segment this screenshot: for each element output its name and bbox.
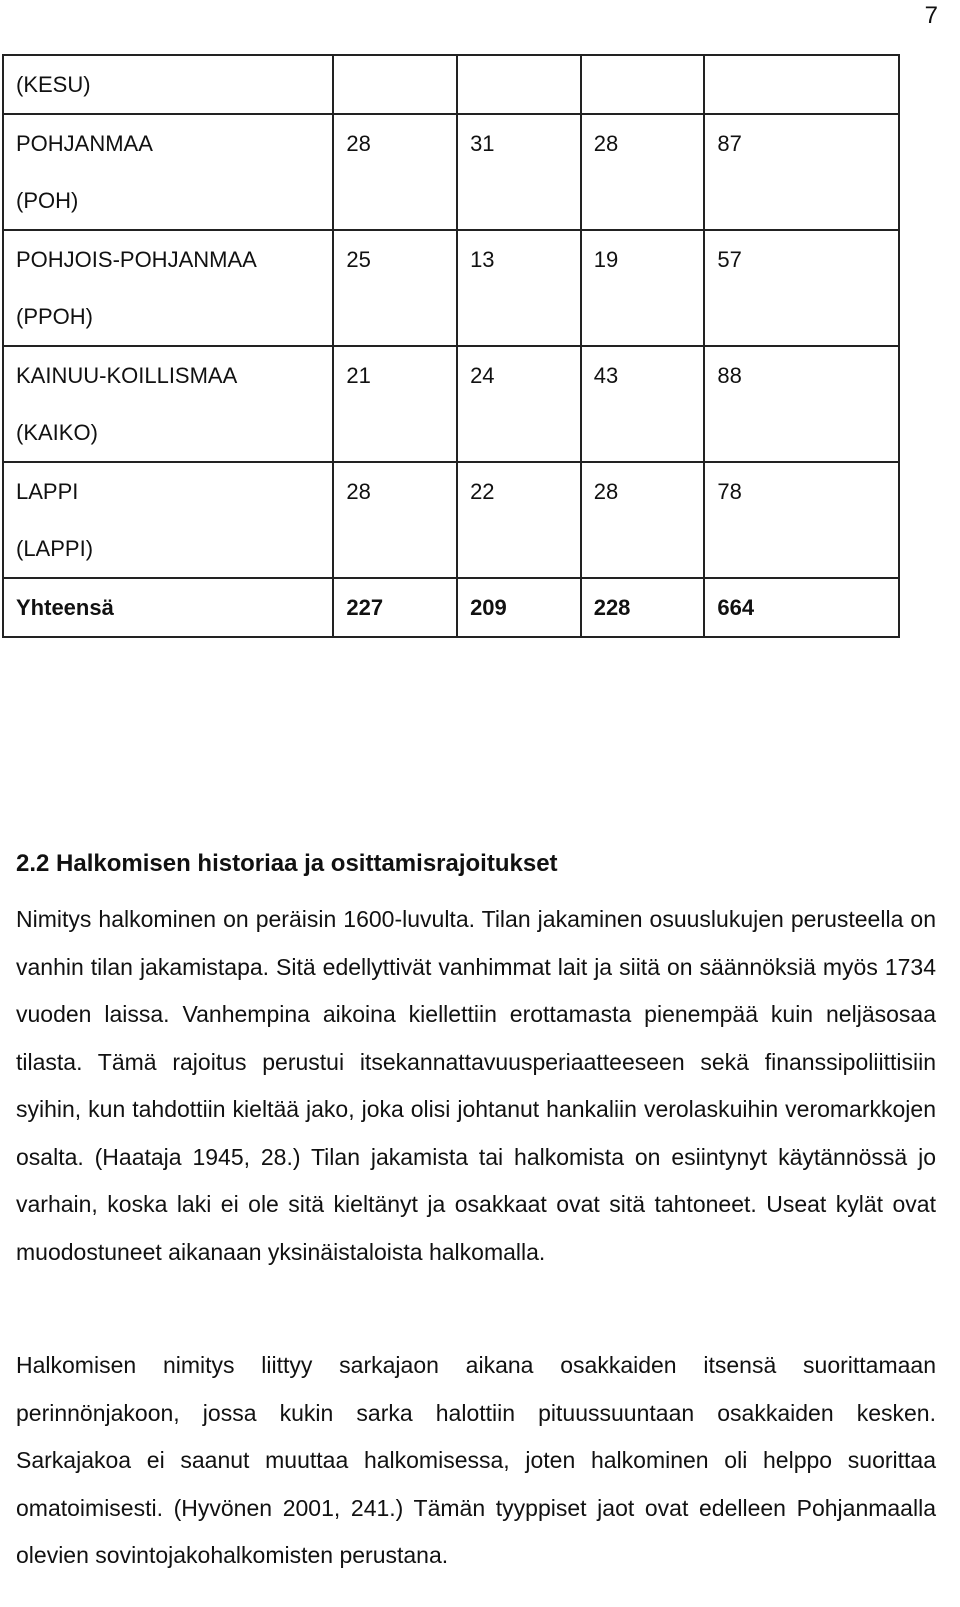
value-text: 87 — [717, 131, 742, 156]
region-name-line: (KESU) — [16, 72, 91, 97]
value-text — [582, 56, 704, 113]
value-cell — [704, 114, 899, 230]
region-name-line: (PPOH) — [16, 304, 93, 329]
value-text: 28 — [593, 131, 619, 156]
value-text: 43 — [593, 363, 619, 388]
table-row — [3, 230, 899, 346]
value-text — [458, 56, 580, 113]
value-text: 25 — [346, 247, 371, 272]
value-cell — [457, 462, 581, 578]
value-text: 227 — [346, 595, 384, 620]
page-number: 7 — [924, 2, 938, 29]
value-text: 28 — [346, 479, 371, 504]
value-text: 209 — [470, 595, 507, 620]
value-text: 13 — [470, 247, 495, 272]
value-cell — [457, 114, 581, 230]
value-text: 78 — [717, 479, 742, 504]
value-cell — [457, 55, 581, 114]
region-name-line: KAINUU-KOILLISMAA — [16, 363, 238, 388]
value-cell — [704, 55, 899, 114]
region-name-line: Yhteensä — [16, 595, 114, 620]
value-cell — [581, 230, 705, 346]
value-text: 22 — [470, 479, 495, 504]
region-name-cell — [3, 114, 333, 230]
value-cell — [457, 346, 581, 462]
table-row — [3, 462, 899, 578]
region-name-line: (KAIKO) — [16, 420, 98, 445]
body-paragraph-1: Nimitys halkominen on peräisin 1600-luvulta. Tilan jakaminen osuuslukujen perusteella on vanhin tilan jakamistapa. Sitä edellyttivät vanhimmat lait ja siitä on säännöksiä myös 1734 vuoden laissa. Vanhempina aikoina kiellettiin erottamasta pienempää kuin neljäsosaa tilasta. Tämä rajoitus perustui itsekannattavuusperiaatteeseen sekä finanssipoliittisiin syihin, kun tahdottiin kieltää jako, joka olisi johtanut hankaliin verolaskuihin veromarkkojen osalta. (Haataja 1945, 28.) Tilan jakamista tai halkomista on esiintynyt käytännössä jo varhain, koska laki ei ole sitä kieltänyt ja osakkaat ovat sitä tahtoneet. Useat kylät ovat muodostuneet aikanaan yksinäistaloista halkomalla. — [16, 906, 936, 1265]
value-cell — [333, 230, 457, 346]
value-text: 28 — [593, 479, 619, 504]
table-row — [3, 578, 899, 637]
value-cell — [581, 462, 705, 578]
value-text: 57 — [717, 247, 742, 272]
region-name-cell — [3, 578, 333, 637]
value-cell — [333, 346, 457, 462]
value-text: 28 — [346, 131, 371, 156]
value-text: 88 — [717, 363, 742, 388]
region-name-line: (POH) — [16, 188, 79, 213]
value-text: 228 — [593, 595, 631, 620]
statistics-table — [2, 54, 900, 638]
value-text: 19 — [593, 247, 619, 272]
value-cell — [581, 346, 705, 462]
value-cell — [581, 55, 705, 114]
region-name-line: POHJANMAA — [16, 131, 153, 156]
value-cell — [704, 578, 899, 637]
value-text: 24 — [470, 363, 495, 388]
region-name-cell — [3, 55, 333, 114]
value-text: 664 — [717, 595, 755, 620]
region-name-line: POHJOIS-POHJANMAA — [16, 247, 257, 272]
value-cell — [333, 578, 457, 637]
value-text: 21 — [346, 363, 371, 388]
region-name-cell — [3, 230, 333, 346]
body-paragraph-2: Halkomisen nimitys liittyy sarkajaon aikana osakkaiden itsensä suorittamaan perinnönjakoon, jossa kukin sarka halottiin pituussuuntaan osakkaiden kesken. Sarkajakoa ei saanut muuttaa halkomisessa, joten halkominen oli helppo suorittaa omatoimisesti. (Hyvönen 2001, 241.) Tämän tyyppiset jaot ovat edelleen Pohjanmaalla olevien sovintojakohalkomisten perustana. — [16, 1352, 936, 1568]
region-name-line: LAPPI — [16, 479, 79, 504]
table-body — [3, 55, 899, 637]
table-row — [3, 346, 899, 462]
value-text — [334, 56, 456, 113]
table-row — [3, 114, 899, 230]
region-name-cell — [3, 346, 333, 462]
value-cell — [457, 578, 581, 637]
value-cell — [333, 55, 457, 114]
value-cell — [704, 346, 899, 462]
value-cell — [704, 230, 899, 346]
region-name-line: (LAPPI) — [16, 536, 94, 561]
value-cell — [581, 114, 705, 230]
table-row — [3, 55, 899, 114]
region-name-cell — [3, 462, 333, 578]
value-cell — [333, 462, 457, 578]
value-cell — [581, 578, 705, 637]
section-heading: 2.2 Halkomisen historiaa ja osittamisrajoitukset — [16, 850, 558, 877]
value-cell — [457, 230, 581, 346]
value-cell — [704, 462, 899, 578]
value-text — [705, 56, 898, 113]
value-text: 31 — [470, 131, 495, 156]
value-cell — [333, 114, 457, 230]
